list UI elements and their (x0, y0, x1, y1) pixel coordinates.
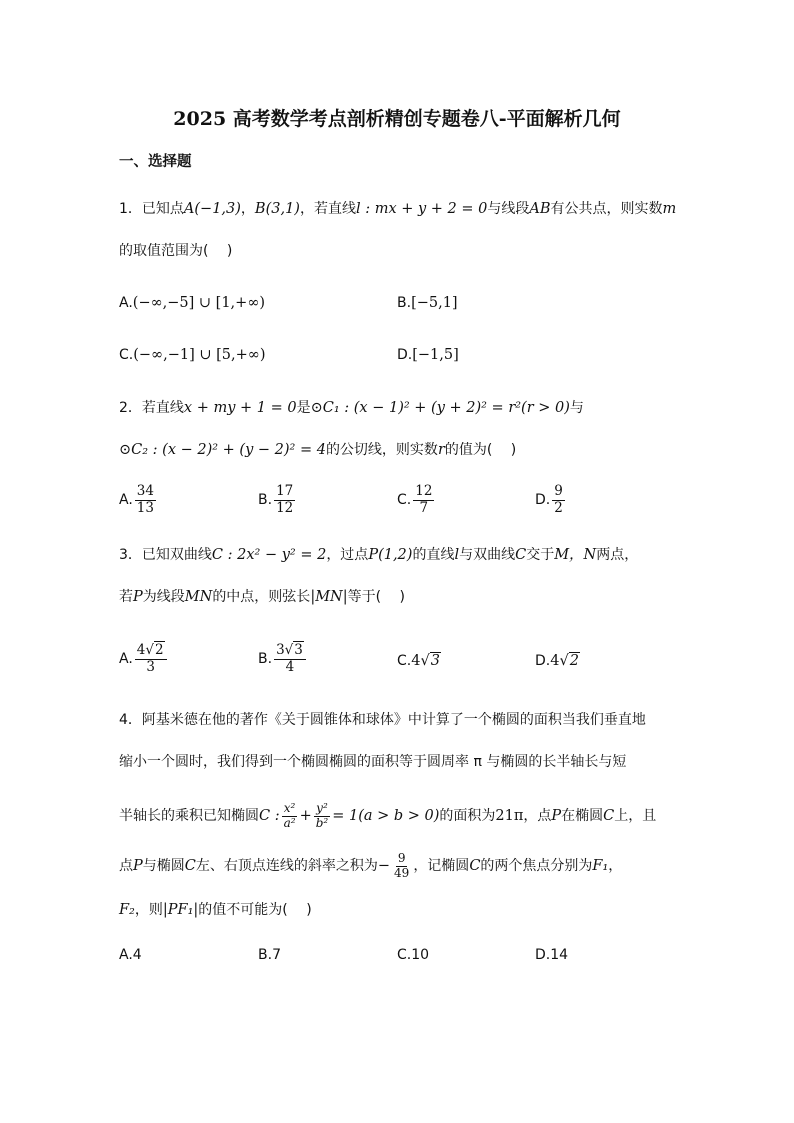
sqrt-symbol: √2 (559, 653, 579, 669)
q2-option-b[interactable] (258, 484, 297, 516)
coefficient: 3 (276, 642, 285, 658)
document-title: 2025 高考数学考点剖析精创专题卷八-平面解析几何 (173, 108, 621, 130)
question-text: 两点， (596, 547, 639, 563)
question-4-line-4 (119, 848, 622, 884)
option-text: [−5,1] (411, 295, 458, 311)
question-text: ， (240, 201, 255, 217)
option-label: B. (258, 947, 273, 963)
question-text: 半轴长的乘积已知椭圆 (119, 808, 259, 824)
question-4-line-3: 半轴长的乘积已知椭圆C : $\frac{\text{x²}}{\text{a²}}$ + $\frac{\text{y²}}{\text{b²}}$ = 1(a > b > 0)的面积为21π，点P在椭圆C上，且 (119, 800, 657, 830)
question-number: 2． (119, 400, 142, 416)
section-heading: 一、选择题 (119, 154, 192, 170)
q3-option-d[interactable] (535, 651, 580, 671)
segment-mn: MN (184, 589, 213, 605)
q4-option-d[interactable] (535, 945, 568, 965)
question-text: ，过点 (326, 547, 369, 563)
option-label: D. (397, 347, 413, 363)
question-1-line-1 (119, 199, 676, 219)
fraction-numerator: 34 (136, 483, 154, 499)
variable-r: r (437, 442, 445, 458)
fraction-numerator: x² (283, 800, 296, 815)
option-text: (−∞,−1] ∪ [5,+∞) (133, 347, 266, 363)
option-label: D. (535, 492, 551, 509)
option-text: 14 (550, 947, 569, 963)
point-p: P (133, 589, 143, 605)
focus-f1: F₁ (592, 858, 609, 874)
focus-f2: F₂ (119, 902, 135, 918)
sqrt-symbol: √3 (420, 653, 440, 669)
radicand: 3 (430, 653, 440, 669)
fraction-denominator: 7 (419, 499, 429, 516)
question-text: 若 (119, 589, 133, 605)
ellipse-c: C (469, 858, 481, 874)
option-label: C. (397, 653, 412, 669)
option-label: A. (119, 492, 133, 509)
fraction-numerator: 9 (554, 483, 563, 499)
coefficient: 4 (550, 653, 560, 669)
ellipse-c: C (603, 808, 615, 824)
radicand: 2 (569, 653, 579, 669)
question-text: 若直线 (141, 400, 184, 416)
option-text: 10 (411, 947, 430, 963)
question-text: 的面积为 (439, 808, 496, 824)
option-label: C. (397, 492, 412, 509)
fraction-denominator: 4 (285, 658, 295, 675)
question-text: 左、右顶点连线的斜率之积为 (195, 858, 378, 874)
option-text: [−1,5] (412, 347, 459, 363)
option-text: (−∞,−5] ∪ [1,+∞) (132, 295, 266, 311)
question-text: ，若直线 (299, 201, 356, 217)
question-text: 已知点 (141, 201, 184, 217)
question-text: ， (608, 858, 623, 874)
ellipse-condition: = 1(a > b > 0) (332, 808, 440, 824)
circle-c1-equation: ⊙C₁ : (x − 1)² + (y + 2)² = r²(r > 0) (310, 400, 570, 416)
point-a: A(−1,3) (183, 201, 241, 217)
question-text: 的直线 (412, 547, 455, 563)
fraction-denominator: 13 (136, 499, 154, 516)
point-p: P(1,2) (368, 547, 413, 563)
ellipse-c: C (184, 858, 196, 874)
question-2-line-1 (119, 398, 584, 418)
question-text: ，记椭圆 (413, 858, 470, 874)
option-text: 4 (132, 947, 142, 963)
option-label: B. (397, 295, 412, 311)
question-text: 有公共点，则实数 (550, 201, 663, 217)
option-label: D. (535, 947, 551, 963)
question-2-line-2 (119, 440, 516, 460)
option-label: B. (258, 651, 273, 668)
question-text: 已知双曲线 (141, 547, 212, 563)
q2-option-a[interactable] (119, 484, 158, 516)
question-4-line-1 (119, 710, 646, 730)
q1-option-b[interactable] (397, 293, 458, 313)
question-text: 等于( ) (347, 589, 405, 605)
question-text: 是 (296, 400, 311, 416)
q4-option-a[interactable] (119, 945, 142, 965)
radicand: 2 (154, 642, 164, 658)
option-text: 7 (272, 947, 281, 963)
sqrt-symbol: √2 (145, 642, 164, 658)
question-text: 的值不可能为( ) (198, 902, 312, 918)
q2-option-d[interactable] (535, 484, 567, 516)
fraction-denominator: 2 (554, 499, 563, 516)
question-4-line-5 (119, 900, 312, 920)
distance-pf1: |PF₁| (162, 902, 199, 918)
minus-sign: − (377, 858, 391, 874)
fraction-numerator: 17 (276, 483, 294, 499)
question-text: 的中点，则弦长 (212, 589, 311, 605)
question-text: 阿基米德在他的著作《关于圆锥体和球体》中计算了一个椭圆的面积当我们垂直地 (141, 712, 646, 728)
fraction-denominator: 3 (146, 658, 155, 675)
point-p: P (133, 858, 143, 874)
fraction-numerator: 9 (397, 850, 406, 865)
question-text: 点 (119, 858, 133, 874)
line-equation: l : mx + y + 2 = 0 (355, 201, 488, 217)
q4-option-b[interactable] (258, 945, 281, 965)
option-label: A. (119, 947, 133, 963)
question-text: 与椭圆 (142, 858, 185, 874)
option-label: C. (119, 347, 134, 363)
variable-m: m (662, 201, 677, 217)
ellipse-c: C : (259, 808, 280, 824)
option-label: A. (119, 651, 133, 668)
question-3-line-2 (119, 587, 405, 607)
fraction-numerator: 12 (415, 483, 433, 499)
curve-c: C (515, 547, 527, 563)
question-3-line-1 (119, 545, 638, 565)
coefficient: 4 (411, 653, 421, 669)
question-number: 4． (119, 712, 142, 728)
question-text: 的两个焦点分别为 (480, 858, 593, 874)
q1-option-a[interactable] (119, 293, 265, 313)
question-number: 3． (119, 547, 142, 563)
q1-option-c[interactable] (119, 345, 266, 365)
points-m-n: M，N (554, 547, 597, 563)
line-equation: x + my + 1 = 0 (183, 400, 297, 416)
fraction-denominator: 49 (394, 865, 410, 880)
fraction-denominator: 12 (276, 499, 294, 516)
question-1-line-2: 的取值范围为( ) (119, 243, 233, 259)
segment-ab: AB (529, 201, 551, 217)
fraction-denominator: b² (315, 815, 329, 830)
sqrt-symbol: √3 (284, 642, 303, 658)
radicand: 3 (294, 642, 303, 658)
question-text: 为线段 (142, 589, 185, 605)
ellipse-area: 21π (495, 808, 524, 824)
q3-option-b[interactable] (258, 643, 308, 675)
option-label: C. (397, 947, 412, 963)
q1-option-d[interactable] (397, 345, 459, 365)
option-label: B. (258, 492, 273, 509)
line-l: l (454, 547, 460, 563)
question-text: ，点 (523, 808, 552, 824)
q2-option-c[interactable] (397, 484, 436, 516)
question-text: 的公切线，则实数 (325, 442, 438, 458)
coefficient: 4 (136, 642, 146, 658)
fraction-denominator: a² (283, 815, 296, 830)
hyperbola-equation: C : 2x² − y² = 2 (211, 547, 327, 563)
question-text: 与双曲线 (459, 547, 516, 563)
option-label: D. (535, 653, 551, 669)
question-text: 上，且 (614, 808, 657, 824)
question-text: 的值为( ) (444, 442, 517, 458)
question-text: 交于 (526, 547, 555, 563)
point-b: B(3,1) (254, 201, 300, 217)
question-text: ，则 (134, 902, 163, 918)
q3-option-a[interactable] (119, 643, 169, 675)
fraction-numerator: y² (316, 800, 328, 815)
question-4-line-2: 缩小一个圆时，我们得到一个椭圆椭圆的面积等于圆周率 π 与椭圆的长半轴长与短 (119, 754, 627, 770)
q3-option-c[interactable] (397, 651, 441, 671)
question-number: 1． (119, 201, 142, 217)
q4-option-c[interactable] (397, 945, 429, 965)
question-text: 与线段 (487, 201, 530, 217)
circle-c2-equation: ⊙C₂ : (x − 2)² + (y − 2)² = 4 (119, 442, 326, 458)
question-text: 与 (569, 400, 584, 416)
chord-length: |MN| (310, 589, 348, 605)
point-p: P (551, 808, 562, 824)
option-label: A. (119, 295, 133, 311)
question-text: 在椭圆 (561, 808, 604, 824)
